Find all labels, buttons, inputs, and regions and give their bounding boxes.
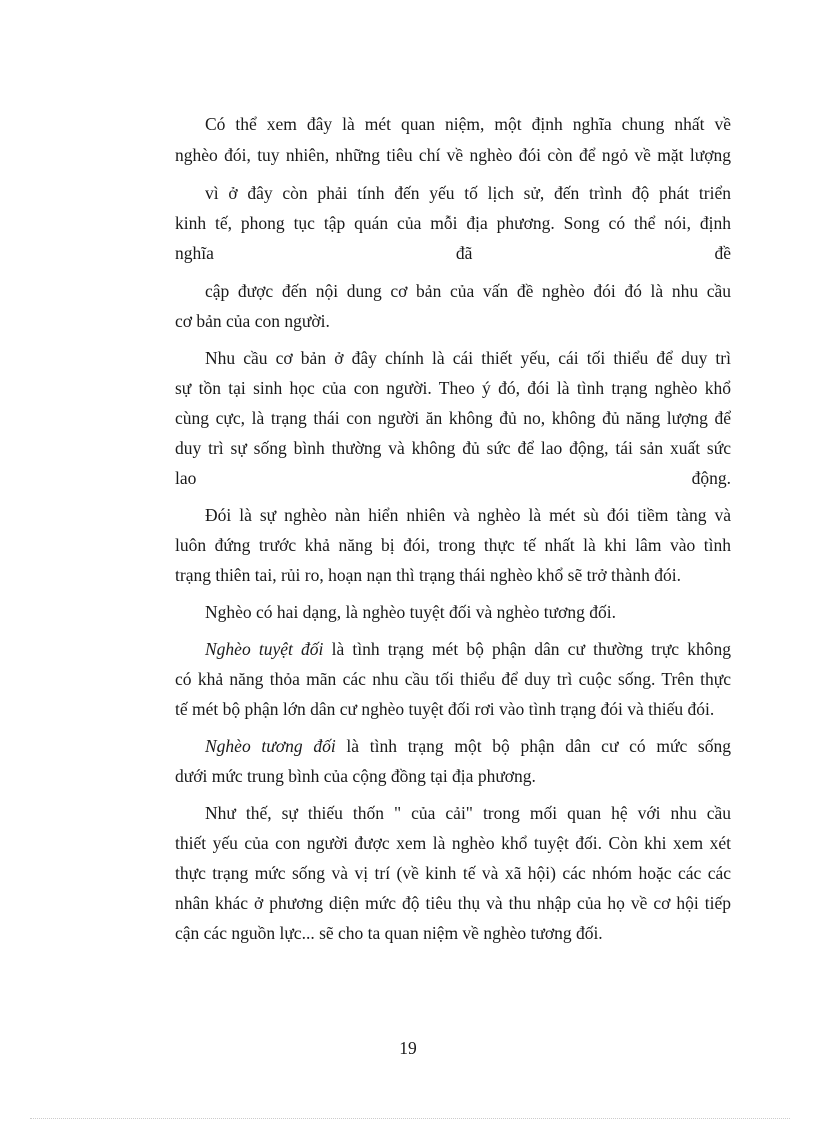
italic-term: Nghèo tuyệt đối [205, 639, 324, 659]
text-line: trạng thiên tai, rủi ro, hoạn nạn thì trạng thái nghèo khổ sẽ trở thành đói. [175, 565, 681, 585]
text-line: Như thế, sự thiếu thốn " của cải" trong mối quan hệ với nhu cầu [205, 803, 731, 823]
text-line: lao động. [175, 468, 731, 488]
text-line: thiết yếu của con người được xem là nghèo khổ tuyệt đối. Còn khi xem xét [175, 833, 731, 853]
text-line: kinh tế, phong tục tập quán của mỗi địa phương. Song có thể nói, định [175, 213, 731, 233]
text-line: Đói là sự nghèo nàn hiển nhiên và nghèo là mét sù đói tiềm tàng và [205, 505, 731, 525]
text-line: vì ở đây còn phải tính đến yếu tố lịch sử, đến trình độ phát triển [205, 183, 731, 203]
text-line: cận các nguồn lực... sẽ cho ta quan niệm về nghèo tương đối. [175, 923, 603, 943]
text-line: Có thể xem đây là mét quan niệm, một định nghĩa chung nhất về [205, 114, 731, 134]
text-line: Nghèo tương đối là tình trạng một bộ phận dân cư có mức sống [205, 736, 731, 756]
text-line: Nghèo tuyệt đối là tình trạng mét bộ phận dân cư thường trực không [205, 639, 731, 659]
footer-divider [30, 1118, 790, 1119]
italic-term: Nghèo tương đối [205, 736, 336, 756]
text-line: Nhu cầu cơ bản ở đây chính là cái thiết yếu, cái tối thiểu để duy trì [205, 348, 731, 368]
text-line: dưới mức trung bình của cộng đồng tại địa phương. [175, 766, 536, 786]
text-line: nghĩa đã đề [175, 243, 731, 263]
text-line: Nghèo có hai dạng, là nghèo tuyệt đối và nghèo tương đối. [205, 602, 616, 622]
text-line: cơ bản của con người. [175, 311, 330, 331]
text-line: có khả năng thỏa mãn các nhu cầu tối thiểu để duy trì cuộc sống. Trên thực [175, 669, 731, 689]
text-line: duy trì sự sống bình thường và không đủ sức để lao động, tái sản xuất sức [175, 438, 731, 458]
text-line: nhân khác ở phương diện mức độ tiêu thụ và thu nhập của họ về cơ hội tiếp [175, 893, 731, 913]
text-line: cập được đến nội dung cơ bản của vấn đề nghèo đói đó là nhu cầu [205, 281, 731, 301]
text-line: sự tồn tại sinh học của con người. Theo ý đó, đói là tình trạng nghèo khổ [175, 378, 731, 398]
text-line: thực trạng mức sống và vị trí (về kinh tế và xã hội) các nhóm hoặc các các [175, 863, 731, 883]
page-number: 19 [399, 1038, 417, 1058]
text-line: luôn đứng trước khả năng bị đói, trong thực tế nhất là khi lâm vào tình [175, 535, 731, 555]
text-line: tế mét bộ phận lớn dân cư nghèo tuyệt đối rơi vào tình trạng đói và thiếu đói. [175, 699, 715, 719]
text-line: nghèo đói, tuy nhiên, những tiêu chí về nghèo đói còn để ngỏ về mặt lượng [175, 145, 731, 165]
text-line: cùng cực, là trạng thái con người ăn không đủ no, không đủ năng lượng để [175, 408, 731, 428]
